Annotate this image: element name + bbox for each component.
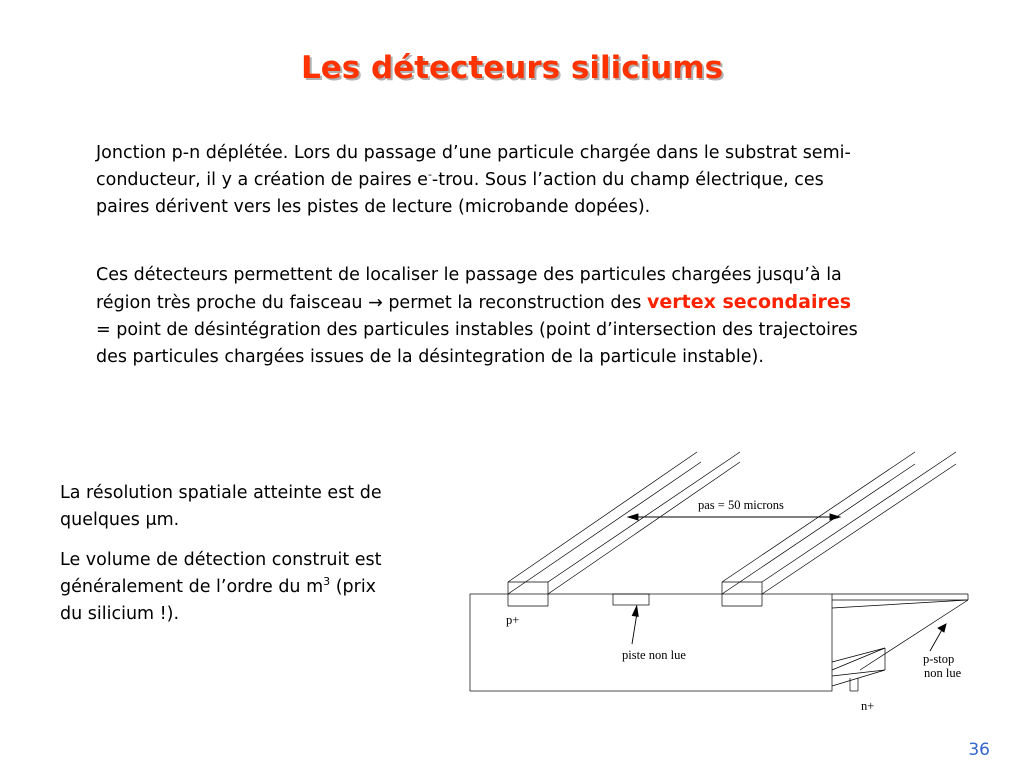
page-number: 36: [968, 740, 990, 760]
paragraph-volume: [60, 547, 400, 628]
p1-text-a: Jonction p-n déplétée. Lors du passage d’une particule chargée dans le substrat semi-conducteur, il y a création de paires e: [96, 143, 851, 190]
p4-text-b: (prix du silicium !).: [60, 577, 377, 624]
paragraph-resolution: La résolution spatiale atteinte est de quelques μm.: [60, 483, 382, 530]
n-plus-label: n+: [861, 699, 875, 713]
unread-strip-label: piste non lue: [622, 648, 686, 662]
vertex-highlight: vertex secondaires: [647, 291, 852, 313]
p4-superscript: 3: [323, 575, 331, 589]
p-plus-label: p+: [506, 613, 520, 627]
paragraph-localisation: [96, 262, 866, 371]
p4-text-a: Le volume de détection construit est généralement de l’ordre du m: [60, 550, 382, 597]
p2-text-b: = point de désintégration des particules instables (point d’intersection des trajectoires des particules chargées issues de la désintegration de la particule instable).: [96, 320, 858, 367]
paragraph-junction: [96, 140, 866, 221]
p1-superscript: -: [427, 168, 432, 182]
p-stop-label: p-stop: [923, 652, 955, 666]
silicon-strip-diagram: [460, 448, 980, 723]
pitch-label: pas = 50 microns: [698, 498, 784, 512]
p2-text-a: Ces détecteurs permettent de localiser le passage des particules chargées jusqu’à la région très proche du faisceau → permet la reconstruction des: [96, 265, 842, 313]
slide-title: Les détecteurs siliciums: [300, 50, 724, 86]
p1-text-b: -trou. Sous l’action du champ électrique, ces paires dérivent vers les pistes de lecture (microbande dopées).: [96, 170, 824, 217]
p-stop-unread-label: non lue: [924, 666, 962, 680]
